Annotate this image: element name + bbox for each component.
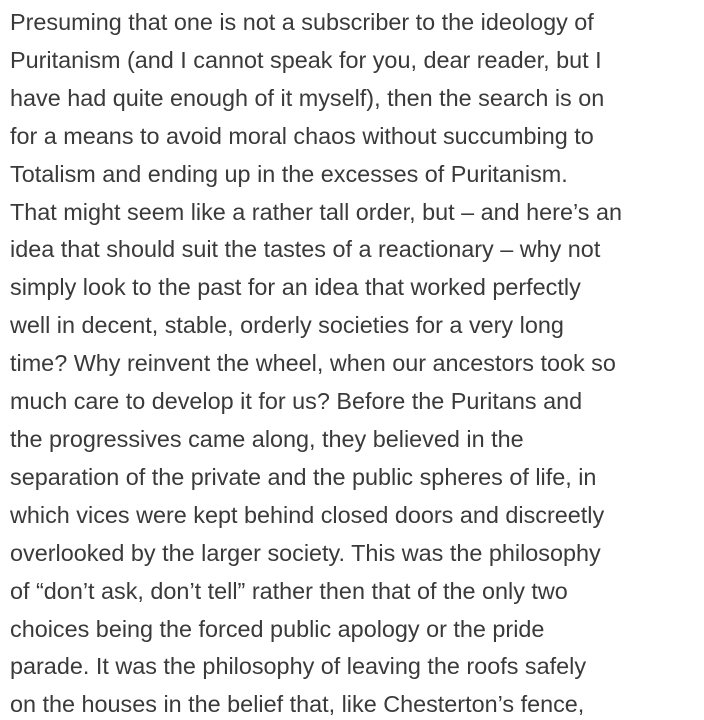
body-paragraph (10, 4, 700, 720)
text-line: much care to develop it for us? Before the Puritans and (10, 388, 583, 415)
text-line: Totalism and ending up in the excesses of Puritanism. (10, 160, 568, 187)
text-line: choices being the forced public apology or the pride (10, 615, 545, 642)
text-line: simply look to the past for an idea that worked perfectly (10, 274, 581, 301)
text-line: of “don’t ask, don’t tell” rather then that of the only two (10, 577, 568, 604)
text-line: for a means to avoid moral chaos without succumbing to (10, 122, 594, 149)
text-line: the progressives came along, they believed in the (10, 425, 524, 452)
text-line: That might seem like a rather tall order, but – and here’s an (10, 198, 622, 225)
text-line: well in decent, stable, orderly societies for a very long (10, 312, 564, 339)
text-line: separation of the private and the public spheres of life, in (10, 463, 597, 490)
text-line: overlooked by the larger society. This was the philosophy (10, 539, 601, 566)
text-line: have had quite enough of it myself), then the search is on (10, 84, 605, 111)
text-line: Puritanism (and I cannot speak for you, dear reader, but I (10, 46, 602, 73)
text-line: parade. It was the philosophy of leaving the roofs safely (10, 653, 587, 680)
text-line: which vices were kept behind closed doors and discreetly (10, 501, 605, 528)
text-line: idea that should suit the tastes of a reactionary – why not (10, 236, 601, 263)
text-line: Presuming that one is not a subscriber to the ideology of (10, 9, 594, 35)
text-line: on the houses in the belief that, like Chesterton’s fence, (10, 691, 585, 718)
text-line: time? Why reinvent the wheel, when our ancestors took so (10, 350, 616, 377)
